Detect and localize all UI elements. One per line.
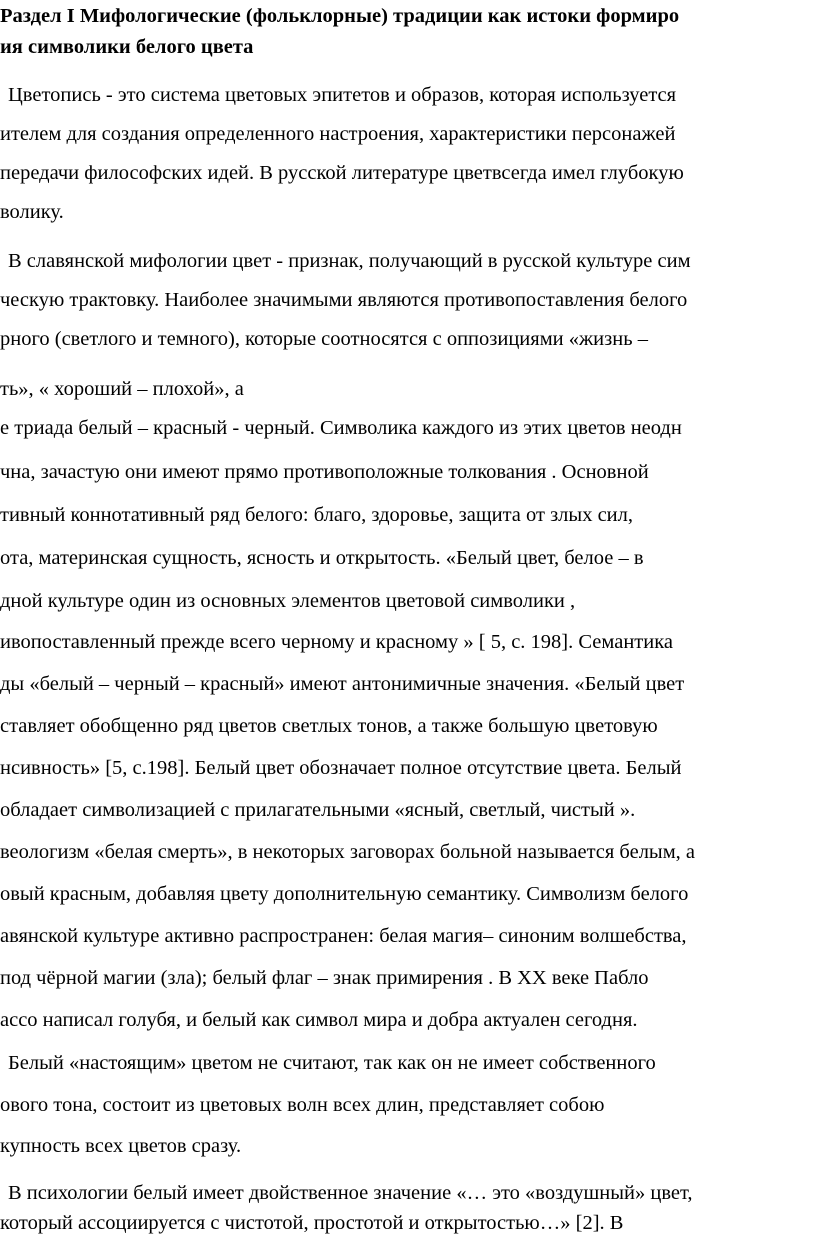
paragraph-3-line: Белый «настоящим» цветом не считают, так как он не имеет собственного [8,1052,656,1074]
paragraph-1-line: Цветопись - это система цветовых эпитетов и образов, которая используется [8,84,677,106]
paragraph-2-line: ивопоставленный прежде всего черному и красному » [ 5, с. 198]. Семантика [0,631,673,653]
paragraph-2-line: дной культуре один из основных элементов цветовой символики , [0,590,576,612]
paragraph-2-line: под чёрной магии (зла); белый флаг – знак примирения . В XX веке Пабло [0,967,649,989]
paragraph-2-line: ть», « хороший – плохой», а [0,378,244,400]
paragraph-1-line: передачи философских идей. В русской литературе цветвсегда имел глубокую [0,162,684,184]
paragraph-2-line: рного (светлого и темного), которые соотносятся с оппозициями «жизнь – [0,328,648,350]
paragraph-2-line: ды «белый – черный – красный» имеют антонимичные значения. «Белый цвет [0,673,685,695]
paragraph-2-line: ставляет обобщенно ряд цветов светлых тонов, а также большую цветовую [0,715,658,737]
paragraph-4-line: который ассоциируется с чистотой, простотой и открытостью…» [2]. В [0,1212,624,1234]
paragraph-2-line: чна, зачастую они имеют прямо противоположные толкования . Основной [0,461,649,483]
heading-line: ия символики белого цвета [0,36,254,58]
heading-line: Раздел I Мифологические (фольклорные) традиции как истоки формиро [0,5,680,27]
paragraph-2-line: ассо написал голубя, и белый как символ мира и добра актуален сегодня. [0,1009,638,1031]
paragraph-3-line: ового тона, состоит из цветовых волн всех длин, представляет собою [0,1094,605,1116]
paragraph-2-line: тивный коннотативный ряд белого: благо, здоровье, защита от злых сил, [0,504,633,526]
paragraph-2-line: В славянской мифологии цвет - признак, получающий в русской культуре сим [8,250,691,272]
paragraph-2-line: обладает символизацией с прилагательными «ясный, светлый, чистый ». [0,799,636,821]
paragraph-2-line: нсивность» [5, с.198]. Белый цвет обозначает полное отсутствие цвета. Белый [0,757,682,779]
paragraph-2-line: веологизм «белая смерть», в некоторых заговорах больной называется белым, а [0,841,696,863]
paragraph-1-line: волику. [0,201,64,223]
paragraph-2-line: ческую трактовку. Наиболее значимыми являются противопоставления белого [0,289,688,311]
paragraph-3-line: купность всех цветов сразу. [0,1135,242,1157]
paragraph-2-line: овый красным, добавляя цвету дополнительную семантику. Символизм белого [0,883,689,905]
paragraph-4-line: В психологии белый имеет двойственное значение «… это «воздушный» цвет, [8,1182,693,1204]
paragraph-2-line: е триада белый – красный - черный. Символика каждого из этих цветов неодн [0,417,682,439]
paragraph-2-line: авянской культуре активно распространен: белая магия– синоним волшебства, [0,925,687,947]
paragraph-1-line: ителем для создания определенного настроения, характеристики персонажей [0,123,676,145]
paragraph-2-line: ота, материнская сущность, ясность и открытость. «Белый цвет, белое – в [0,547,644,569]
